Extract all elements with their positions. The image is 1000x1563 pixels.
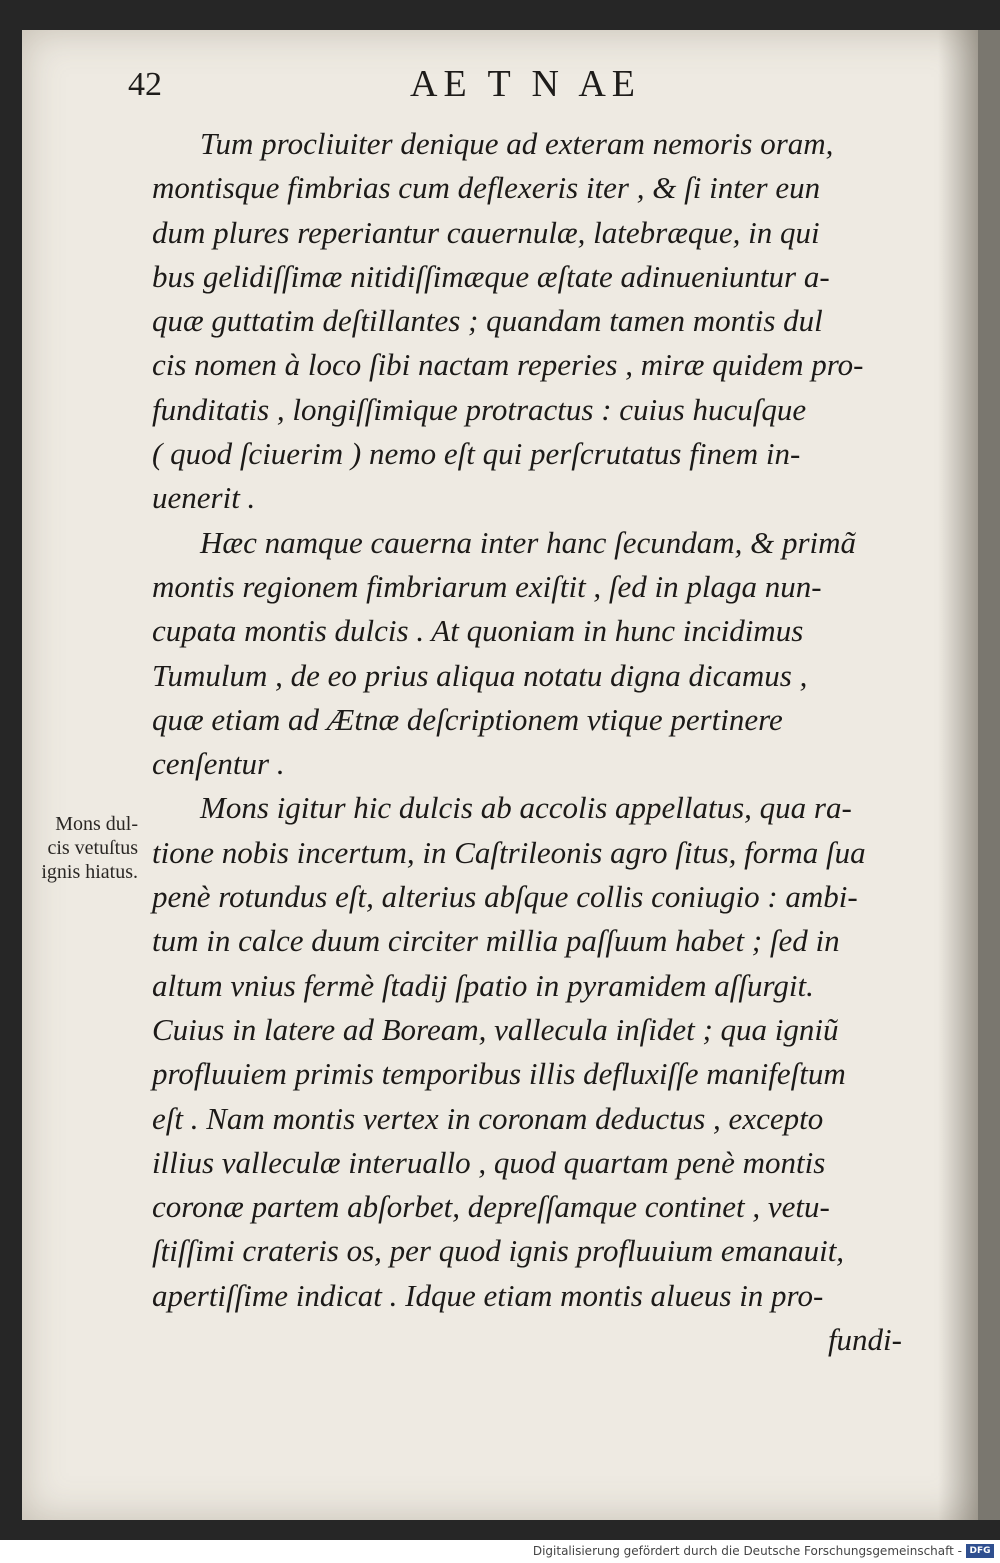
margin-note <box>26 812 138 884</box>
text-line: quæ etiam ad Ætnæ deſcriptionem vtique pertinere <box>152 701 783 737</box>
text-line: cupata montis dulcis . At quoniam in hunc incidimus <box>152 613 804 649</box>
text-line: profluuiem primis temporibus illis defluxiſſe manifeſtum <box>152 1056 846 1092</box>
text-line: penè rotundus eſt, alterius abſque collis coniugio : ambi- <box>152 879 858 915</box>
body-text <box>152 122 932 1362</box>
spine-shadow <box>938 30 978 1520</box>
text-line: tum in calce duum circiter millia paſſuum habet ; ſed in <box>152 923 840 959</box>
text-line: cis nomen à loco ſibi nactam reperies , miræ quidem pro- <box>152 347 864 383</box>
text-line: Cuius in latere ad Boream, vallecula inſidet ; qua igniũ <box>152 1011 839 1047</box>
text-line: ſtiſſimi crateris os, per quod ignis profluuium emanauit, <box>152 1233 845 1269</box>
text-line: Tumulum , de eo prius aliqua notatu digna dicamus , <box>152 657 808 693</box>
text-line: cenſentur . <box>152 746 285 782</box>
page-header <box>128 62 928 122</box>
text-line: apertiſſime indicat . Idque etiam montis alueus in pro- <box>152 1277 824 1313</box>
text-line: bus gelidiſſimæ nitidiſſimæque æſtate adinueniuntur a- <box>152 258 830 294</box>
text-line: quæ guttatim deſtillantes ; quandam tamen montis dul <box>152 303 823 339</box>
text-line: eſt . Nam montis vertex in coronam deductus , excepto <box>152 1100 824 1136</box>
catchword: fundi- <box>827 1322 902 1358</box>
margin-note-line: ignis hiatus. <box>41 861 138 883</box>
text-line: coronæ partem abſorbet, depreſſamque continet , vetu- <box>152 1189 830 1225</box>
text-line: tione nobis incertum, in Caſtrileonis agro ſitus, forma ſua <box>152 834 866 870</box>
adjacent-page-edge <box>978 30 1000 1520</box>
text-line: Mons igitur hic dulcis ab accolis appellatus, qua ra- <box>200 790 852 826</box>
text-line: Hæc namque cauerna inter hanc ſecundam, & primã <box>200 524 857 560</box>
text-line: altum vnius fermè ſtadij ſpatio in pyramidem aſſurgit. <box>152 967 814 1003</box>
dfg-logo-icon: DFG <box>966 1544 994 1558</box>
running-title: AE T N AE <box>410 63 641 105</box>
text-line: illius valleculæ interuallo , quod quartam penè montis <box>152 1144 826 1180</box>
text-line: dum plures reperiantur cauernulæ, latebræque, in qui <box>152 214 820 250</box>
text-line: montis regionem fimbriarum exiſtit , ſed in plaga nun- <box>152 568 822 604</box>
text-line: Tum procliuiter denique ad exteram nemoris oram, <box>200 126 834 161</box>
funding-credit: Digitalisierung gefördert durch die Deutsche Forschungsgemeinschaft - <box>532 1544 962 1558</box>
text-line: montisque fimbrias cum deflexeris iter , & ſi inter eun <box>152 170 821 206</box>
text-line: ( quod ſciuerim ) nemo eſt qui perſcrutatus finem in- <box>152 436 801 472</box>
digitization-footer <box>0 1540 1000 1563</box>
margin-note-line: Mons dul- <box>55 813 138 835</box>
text-line: funditatis , longiſſimique protractus : cuius hucuſque <box>152 391 807 427</box>
margin-note-line: cis vetuſtus <box>47 837 138 859</box>
text-line: uenerit . <box>152 480 256 516</box>
page-number: 42 <box>128 66 162 103</box>
